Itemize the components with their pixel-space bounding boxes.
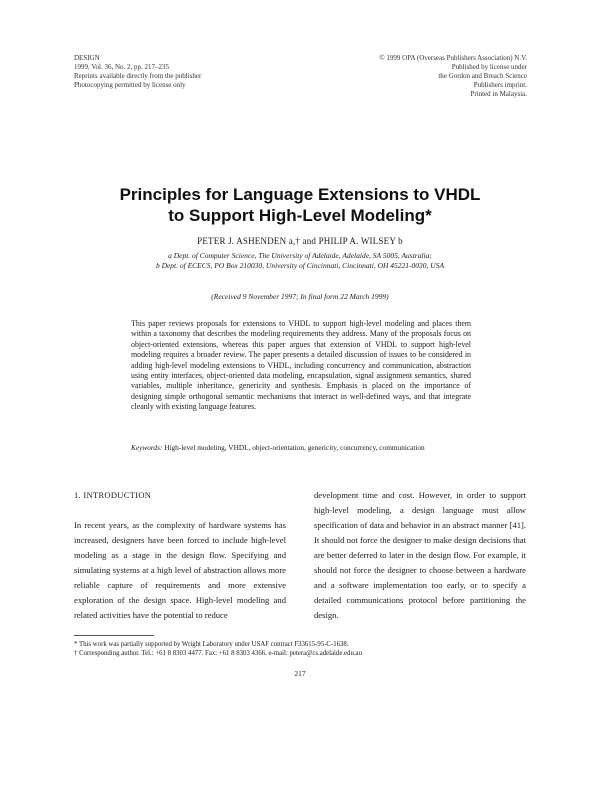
journal-info <box>74 54 201 90</box>
publisher-info <box>379 54 527 99</box>
title-line-2: to Support High-Level Modeling* <box>168 206 432 225</box>
keywords-text: High-level modeling, VHDL, object-orientation, genericity, concurrency, communication <box>164 443 425 452</box>
keywords <box>131 443 471 453</box>
affiliation-b: b Dept. of ECECS, PO Box 210030, University of Cincinnati, Cincinnati, OH 45221-0030, USA <box>155 261 445 270</box>
body-column-left: In recent years, as the complexity of hardware systems has increased, designers have been forced to include high-level modeling as a stage in the design flow. Specifying and simulating systems at a high level of abstraction allows more reliable capture of requirements and more extensive exploration of the design space. High-level modeling and related activities have the potential to reduce <box>74 520 286 620</box>
publisher-line-4: Printed in Malaysia. <box>470 90 527 98</box>
received-dates: (Received 9 November 1997; In final form 22 March 1999) <box>211 292 389 301</box>
page-number: 217 <box>294 669 306 678</box>
publisher-line-2: the Gordon and Breach Science <box>438 72 527 80</box>
journal-name: DESIGN <box>74 54 100 62</box>
title-line-1: Principles for Language Extensions to VHDL <box>119 185 481 204</box>
footnote-rule <box>74 635 154 636</box>
section-heading: 1. INTRODUCTION <box>74 490 152 500</box>
footnote-contact: † Corresponding author. Tel.: +61 8 8303 4477. Fax: +61 8 8303 4366. e-mail: petera@cs.adelaide.edu.au <box>74 650 362 657</box>
publisher-line-1: Published by license under <box>451 63 527 71</box>
keywords-label: Keywords: <box>131 443 163 452</box>
affiliation-a: a Dept. of Computer Science, The University of Adelaide, Adelaide, SA 5005, Australia; <box>168 251 432 260</box>
footnotes <box>74 640 529 658</box>
publisher-line-3: Publishers imprint. <box>473 81 527 89</box>
affiliations <box>60 251 540 271</box>
paper-title <box>60 184 540 226</box>
photocopy-notice: Photocopying permitted by license only <box>74 81 186 89</box>
journal-volume: 1999, Vol. 36, No. 2, pp. 217–235 <box>74 63 170 71</box>
author-list: PETER J. ASHENDEN a,† and PHILIP A. WILSEY b <box>197 236 403 246</box>
reprint-notice: Reprints available directly from the publisher <box>74 72 202 80</box>
abstract: This paper reviews proposals for extensions to VHDL to support high-level modeling and places them within a taxonomy that describes the modeling requirements they address. Many of the proposals focus on object-oriented extensions, whereas this paper argues that extension of VHDL to support high-level modeling requires a broader review. The paper presents a detailed discussion of issues to be considered in adding high-level modeling extensions to VHDL, including concurrency and communication, abstraction using entity interfaces, object-oriented data modeling, encapsulation, signal assignment semantics, shared variables, multiple inheritance, genericity and synthesis. Emphasis is placed on the importance of designing simple orthogonal semantic mechanisms that interact in well-defined ways, and that integrate cleanly with existing language features. <box>131 319 471 412</box>
copyright-line: © 1999 OPA (Overseas Publishers Association) N.V. <box>379 54 527 62</box>
footnote-funding: * This work was partially supported by Wright Laboratory under USAF contract F33615-95-C-1638. <box>74 641 349 648</box>
body-column-right: development time and cost. However, in order to support high-level modeling, a design language must allow specification of data and behavior in an abstract manner [41]. It should not force the designer to make design decisions that are better deferred to later in the design flow. For example, it should not force the designer to choose between a hardware and a software implementation too early, or to specify a detailed communications protocol before partitioning the design. <box>314 490 526 620</box>
